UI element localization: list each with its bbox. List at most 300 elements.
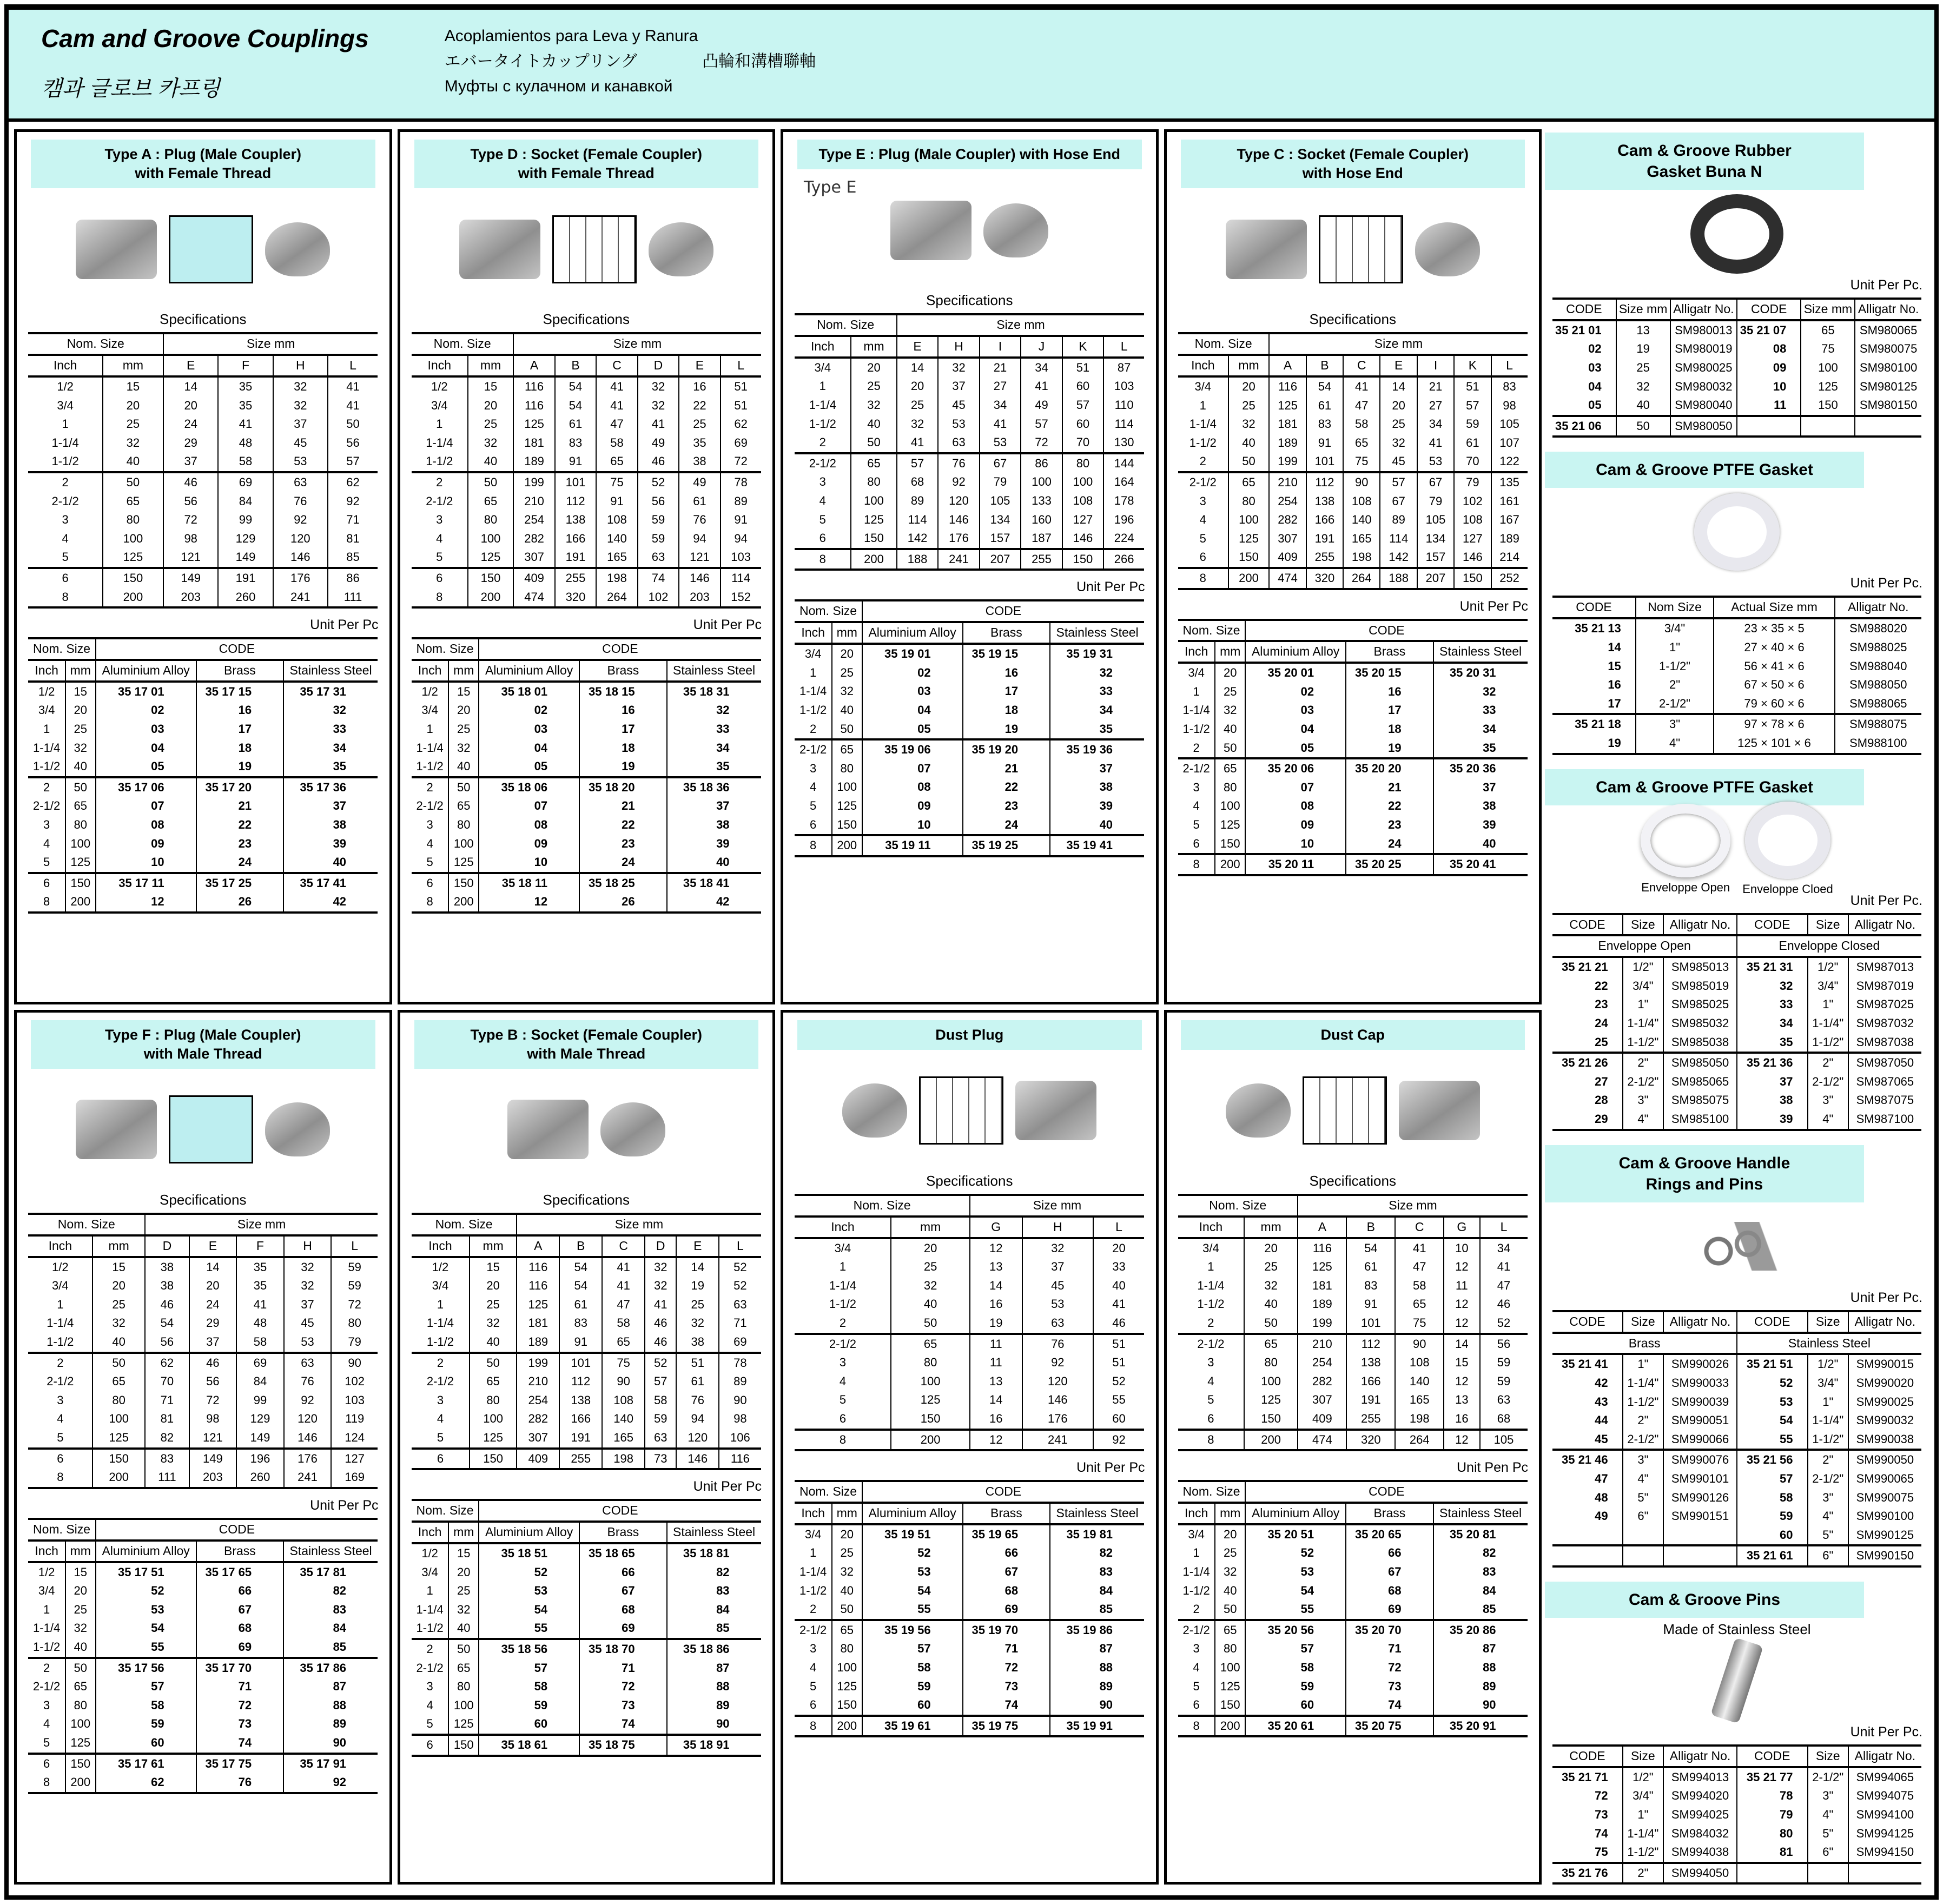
table-cell: Inch (795, 336, 851, 358)
table-cell: 5 (62, 550, 69, 564)
table-cell: 35 18 56 (479, 1639, 579, 1659)
section-title-line: Type D : Socket (Female Coupler) (470, 146, 703, 162)
table-cell: SM985100 (1663, 1110, 1737, 1130)
table-cell: 260 (218, 588, 273, 608)
table-cell: 2" (1808, 1450, 1848, 1470)
table-cell: 04 (96, 739, 196, 758)
table-cell: 3 (1193, 1642, 1200, 1656)
table-cell: CODE (1552, 914, 1622, 936)
table-cell: 49 (679, 472, 720, 492)
table-cell: 46 (145, 1295, 189, 1314)
table-cell: Nom. Size (1178, 1481, 1245, 1503)
table-cell: 176 (938, 529, 979, 549)
table-cell: 25 (448, 1582, 479, 1601)
table-row (1178, 1563, 1528, 1582)
table-cell: CODE (1552, 597, 1636, 618)
specifications-label: Specifications (1309, 1172, 1396, 1189)
table-cell: SM987032 (1848, 1014, 1921, 1033)
table-cell: 2-1/2 (426, 1374, 454, 1389)
table-row (28, 1372, 378, 1391)
table-cell: 196 (1103, 511, 1144, 530)
table-cell: A (517, 1235, 559, 1257)
table-cell: 3/4 (804, 1527, 822, 1541)
table-cell: SM980050 (1670, 416, 1737, 437)
table-cell: D (645, 1235, 676, 1257)
table-cell: 67 × 50 × 6 (1714, 676, 1835, 695)
table-row (795, 415, 1144, 434)
table-cell: 1/2 (52, 1260, 69, 1274)
table-cell: 35 19 20 (963, 739, 1050, 759)
table-cell: 116 (517, 1277, 559, 1295)
table-row (1178, 739, 1528, 759)
table-cell: 2-1/2 (795, 453, 851, 473)
table-cell: 150 (832, 1696, 862, 1716)
table-cell: 83 (145, 1449, 189, 1469)
table-cell: 255 (555, 568, 596, 588)
table-cell: 35 18 11 (479, 873, 579, 893)
table-cell: 53 (479, 1582, 579, 1601)
unit-per-pc-label: Unit Per Pc (1076, 579, 1145, 595)
table-cell: 13 (970, 1258, 1022, 1277)
table-cell: 20 (448, 701, 479, 720)
table-cell: 100 (1801, 359, 1855, 378)
table-row (412, 1353, 761, 1373)
accessory-images (1545, 193, 1929, 274)
table-cell: 5 (1207, 1393, 1214, 1407)
table-row (1178, 376, 1528, 396)
table-cell: 15 (103, 376, 163, 396)
table-row (1178, 1658, 1528, 1677)
table-row (1178, 333, 1528, 355)
table-cell: 49 (1595, 1509, 1608, 1523)
technical-drawing (1303, 1076, 1387, 1145)
table-cell: 85 (1050, 1600, 1144, 1620)
table-cell: 89 (1050, 1677, 1144, 1696)
table-cell: 63 (273, 472, 328, 492)
table-row (412, 720, 761, 739)
table-cell: 5 (43, 855, 50, 869)
table-cell: 108 (1062, 492, 1103, 511)
table-cell: 46 (645, 1314, 676, 1333)
table-cell: 50 (448, 1639, 479, 1659)
table-cell: 6" (1808, 1843, 1848, 1863)
table-cell: 15 (65, 682, 96, 702)
specifications-label: Specifications (160, 1191, 247, 1208)
table-cell: 4 (1207, 1374, 1214, 1388)
table-cell: 150 (65, 873, 96, 893)
table-cell: 100 (1062, 473, 1103, 492)
table-cell: 1-1/2 (426, 454, 453, 468)
table-cell: Stainless Steel (667, 660, 761, 682)
table-cell: 146 (1062, 529, 1103, 549)
table-cell: 138 (555, 511, 596, 530)
table-cell: Size (1808, 1746, 1848, 1767)
table-cell: 80 (65, 1696, 96, 1715)
table-cell: 3" (1623, 1091, 1663, 1110)
table-cell: 53 (284, 1333, 332, 1353)
table-cell: 24 (579, 853, 666, 873)
table-cell: 2 (28, 1353, 92, 1373)
table-cell: 191 (1346, 1391, 1395, 1410)
table-row (1552, 676, 1921, 695)
table-cell: 1-1/2" (1623, 1843, 1663, 1863)
table-row (28, 1333, 378, 1353)
table-cell: 138 (1346, 1353, 1395, 1372)
table-cell: 59 (1737, 1507, 1808, 1526)
table-cell: Stainless Steel (1050, 1503, 1144, 1524)
table-cell: 4 (819, 494, 826, 508)
table-cell: 56 (145, 1333, 189, 1353)
table-cell: 25 (1244, 1258, 1298, 1277)
table-row (1552, 1374, 1921, 1393)
table-cell: 39 (283, 835, 378, 854)
table-cell: Inch (412, 1522, 448, 1543)
table-cell: 27 (980, 377, 1021, 396)
accessory-photo (1690, 194, 1783, 274)
table-cell: 25 (897, 396, 938, 415)
table-cell: 78 (1737, 1787, 1808, 1806)
table-cell: 65 (1228, 472, 1270, 492)
table-row (1552, 1507, 1921, 1526)
table-row (412, 777, 761, 797)
accessory-photo (1745, 802, 1830, 879)
table-cell: 58 (236, 1333, 284, 1353)
table-cell: 255 (1306, 548, 1343, 568)
table-cell: 252 (1491, 568, 1528, 589)
table-row (28, 720, 378, 739)
table-cell: 40 (92, 1333, 145, 1353)
table-cell: SM990151 (1663, 1507, 1737, 1526)
table-cell: 89 (1380, 511, 1417, 530)
table-row (412, 1659, 761, 1678)
table-cell: 35 18 31 (667, 682, 761, 702)
table-cell: 33 (283, 720, 378, 739)
table-cell: 8 (426, 895, 433, 909)
table-row (1552, 299, 1921, 320)
table-cell: SM990015 (1848, 1354, 1921, 1374)
table-row (412, 1429, 761, 1449)
table-cell: 35 19 56 (862, 1620, 963, 1640)
table-cell: Size (1623, 1311, 1663, 1333)
table-cell: 191 (555, 548, 596, 568)
table-cell: 52 (719, 1277, 761, 1295)
table-cell: 66 (1346, 1544, 1433, 1563)
table-cell: 56 (328, 434, 378, 453)
table-cell: 80 (891, 1353, 969, 1372)
table-cell: 57 (645, 1372, 676, 1391)
table-cell: 25 (92, 1295, 145, 1314)
table-cell: 119 (331, 1410, 378, 1429)
table-cell: 40 (891, 1295, 969, 1314)
table-row (28, 434, 378, 453)
table-cell: 20 (189, 1277, 237, 1295)
table-cell: SM990032 (1848, 1411, 1921, 1430)
table-cell: 1/2" (1623, 957, 1663, 977)
table-cell: SM994038 (1663, 1843, 1737, 1863)
table-cell: CODE (1245, 620, 1527, 642)
table-cell: 149 (236, 1429, 284, 1449)
table-cell: 12 (1444, 1258, 1479, 1277)
table-cell: 38 (145, 1277, 189, 1295)
figure-caption: Enveloppe Open (1641, 880, 1730, 894)
specifications-label: Specifications (926, 292, 1013, 309)
table-cell: 2-1/2 (51, 494, 79, 508)
table-cell: 22 (196, 816, 283, 835)
table-cell: SM987038 (1848, 1033, 1921, 1053)
table-cell: mm (65, 660, 96, 682)
table-cell: 125 (468, 548, 514, 568)
table-cell: 35 17 31 (283, 682, 378, 702)
table-cell: 66 (579, 1563, 666, 1582)
table-cell: 19 (196, 757, 283, 777)
table-cell: 1-1/2" (1623, 1393, 1663, 1412)
table-cell: Size mm (517, 1214, 761, 1235)
table-cell: 1-1/4 (1189, 417, 1217, 431)
table-cell: 57 (96, 1677, 196, 1696)
table-cell: 92 (284, 1391, 332, 1410)
table-cell: 1/2" (1808, 957, 1848, 977)
table-cell: 80 (1215, 778, 1245, 797)
table-row (28, 1449, 378, 1469)
table-cell: F (236, 1235, 284, 1257)
table-row (28, 1468, 378, 1488)
table-cell: 50 (832, 1600, 862, 1620)
table-cell: 2 (412, 777, 448, 797)
table-cell: 65 (92, 1372, 145, 1391)
table-cell: 91 (596, 492, 637, 511)
table-cell: 6 (1207, 1411, 1214, 1425)
table-cell: 62 (328, 472, 378, 492)
table-cell: Alligatr No. (1835, 597, 1921, 618)
table-cell: 38 (667, 816, 761, 835)
table-cell: 160 (1021, 511, 1062, 530)
table-cell: 1-1/4 (47, 1316, 74, 1330)
table-cell: 41 (1395, 1238, 1444, 1258)
table-row (412, 530, 761, 548)
table-cell: 63 (645, 1429, 676, 1449)
table-cell: 4 (57, 1412, 64, 1426)
section-title-line: Dust Cap (1320, 1026, 1385, 1043)
table-cell: 41 (1417, 434, 1454, 453)
table-row (1552, 1545, 1921, 1566)
table-cell: 6 (819, 531, 826, 545)
table-row (28, 1638, 378, 1658)
specifications-table (795, 313, 1144, 571)
table-cell: 19 (963, 720, 1050, 740)
table-cell: A (513, 355, 554, 376)
table-cell: 89 (897, 492, 938, 511)
table-cell: 8 (795, 1430, 891, 1451)
table-cell: 04 (862, 701, 963, 720)
table-cell: 25 (891, 1258, 969, 1277)
table-cell: 75 (596, 472, 637, 492)
table-cell: 84 (218, 492, 273, 511)
table-cell: 59 (479, 1696, 579, 1715)
coupling-photo (1415, 222, 1480, 276)
table-cell: 52 (645, 1353, 676, 1373)
table-row (1552, 1824, 1921, 1843)
table-cell: 15 (92, 1257, 145, 1277)
table-cell: 8 (795, 549, 851, 570)
table-cell: 1 (839, 1260, 847, 1274)
table-row (28, 396, 378, 415)
table-cell: 50 (65, 1658, 96, 1678)
table-cell: Aluminium Alloy (1245, 641, 1346, 663)
product-images (405, 1074, 769, 1185)
table-cell: 35 17 36 (283, 777, 378, 797)
section-dust-plug (781, 1010, 1159, 1885)
table-row (28, 492, 378, 511)
table-cell: Enveloppe Closed (1737, 935, 1921, 957)
unit-per-pc-label: Unit Per Pc (1076, 1460, 1145, 1476)
table-cell: 320 (555, 588, 596, 608)
table-cell: 60 (479, 1715, 579, 1735)
table-cell: 69 (721, 434, 761, 453)
table-cell: 35 21 01 (1555, 323, 1602, 337)
table-cell: 125 (1269, 396, 1306, 415)
table-cell: 35 (236, 1277, 284, 1295)
table-cell: 14 (1444, 1334, 1479, 1354)
table-cell: 90 (602, 1372, 645, 1391)
table-cell: 60 (1062, 415, 1103, 434)
table-row (795, 1353, 1144, 1372)
table-cell: mm (1215, 1503, 1245, 1524)
table-cell: 63 (284, 1353, 332, 1373)
table-cell: 15 (470, 1257, 517, 1277)
table-row (1552, 1526, 1921, 1546)
table-cell: 111 (145, 1468, 189, 1488)
table-cell: 84 (283, 1619, 378, 1638)
table-cell: L (719, 1235, 761, 1257)
table-cell: 20 (1215, 1524, 1245, 1544)
table-cell: 20 (103, 396, 163, 415)
figure-label: Type E (804, 178, 857, 197)
table-row (28, 1734, 378, 1754)
table-row (1178, 1238, 1528, 1258)
table-cell: 67 (1417, 472, 1454, 492)
sidebar-section-title (1545, 452, 1864, 488)
table-cell: 1-1/2 (1189, 435, 1217, 449)
table-cell: 125 (517, 1295, 559, 1314)
table-cell: 1-1/2 (51, 454, 79, 468)
table-cell: 59 (1480, 1372, 1528, 1391)
table-cell: 32 (468, 434, 514, 453)
table-cell: 146 (938, 511, 979, 530)
table-cell: 78 (721, 472, 761, 492)
table-cell: 1-1/2" (1808, 1033, 1848, 1053)
page-title-korean: 캠과 글로브 카프링 (41, 77, 221, 101)
table-cell: 20 (470, 1277, 517, 1295)
table-row (1178, 778, 1528, 797)
table-cell: 80 (331, 1314, 378, 1333)
table-cell: 181 (513, 434, 554, 453)
table-cell: 74 (1346, 1696, 1433, 1716)
accessory-images (1545, 809, 1929, 896)
table-cell: 14 (1608, 640, 1621, 654)
table-cell: Size mm (145, 1214, 378, 1235)
table-cell: E (897, 336, 938, 358)
page-title: Cam and Groove Couplings (41, 24, 369, 52)
table-row (1552, 1489, 1921, 1508)
table-cell: 150 (448, 1735, 479, 1756)
table-cell: 14 (163, 376, 218, 396)
table-cell: 100 (65, 835, 96, 854)
table-cell: 3/4 (814, 360, 831, 374)
table-cell: mm (1215, 641, 1245, 663)
table-cell: 11 (1444, 1277, 1479, 1295)
table-row (412, 1257, 761, 1277)
table-cell: 35 (1050, 720, 1144, 740)
table-cell: CODE (1245, 1481, 1527, 1503)
table-cell: 14 (970, 1391, 1022, 1410)
table-cell: 04 (1245, 720, 1346, 739)
table-cell: 5 (57, 1431, 64, 1444)
table-cell: 35 17 01 (96, 682, 196, 702)
table-cell: 35 17 11 (96, 873, 196, 893)
table-cell: 105 (1491, 415, 1528, 434)
table-cell: 25 (65, 720, 96, 739)
table-cell: Size mm (970, 1195, 1144, 1217)
table-cell: 116 (1298, 1238, 1346, 1258)
table-cell: 125 (1228, 530, 1270, 548)
table-cell: 60 (1062, 377, 1103, 396)
table-cell: 32 (283, 701, 378, 720)
table-cell: 35 17 56 (96, 1658, 196, 1678)
table-cell: 35 18 65 (579, 1543, 666, 1563)
table-row (412, 873, 761, 893)
table-row (28, 892, 378, 913)
table-row (1552, 1393, 1921, 1412)
table-cell: 86 (328, 568, 378, 588)
table-cell: 3/4" (1623, 1787, 1663, 1806)
table-cell: 34 (1417, 415, 1454, 434)
section-title (797, 1020, 1142, 1050)
table-cell: SM980025 (1670, 359, 1737, 378)
table-cell: 26 (196, 892, 283, 913)
table-cell: Size mm (163, 333, 378, 355)
table-cell: 39 (667, 835, 761, 854)
table-row (795, 1582, 1144, 1601)
table-cell: 116 (719, 1449, 761, 1470)
table-cell: 4 (62, 531, 69, 545)
table-cell: 98 (719, 1410, 761, 1429)
table-cell: 5 (426, 1717, 433, 1731)
table-cell: 3 (1193, 780, 1200, 794)
table-cell: 1-1/4 (1182, 703, 1210, 717)
table-cell: 32 (103, 434, 163, 453)
sidebar-section-cam-groove-ptfe-gasket (1545, 769, 1929, 1131)
table-cell (1663, 1526, 1737, 1546)
table-cell: 3/4 (38, 703, 55, 717)
table-cell: 34 (1737, 1014, 1808, 1033)
table-cell: 16 (970, 1410, 1022, 1430)
table-cell: 49 (638, 434, 679, 453)
table-cell: A (1269, 355, 1306, 376)
table-cell: 2" (1808, 1053, 1848, 1073)
table-cell (1552, 1545, 1622, 1566)
table-row (795, 1430, 1144, 1451)
table-cell: 35 18 81 (667, 1543, 761, 1563)
table-cell: 35 (679, 434, 720, 453)
table-cell: 63 (719, 1295, 761, 1314)
table-row (1552, 1767, 1921, 1787)
table-cell: 125 (832, 1677, 862, 1696)
table-row (412, 511, 761, 530)
table-cell: 79 (980, 473, 1021, 492)
table-cell: Size (1623, 914, 1663, 936)
table-row (28, 835, 378, 854)
table-cell: 2-1/2 (33, 799, 61, 813)
